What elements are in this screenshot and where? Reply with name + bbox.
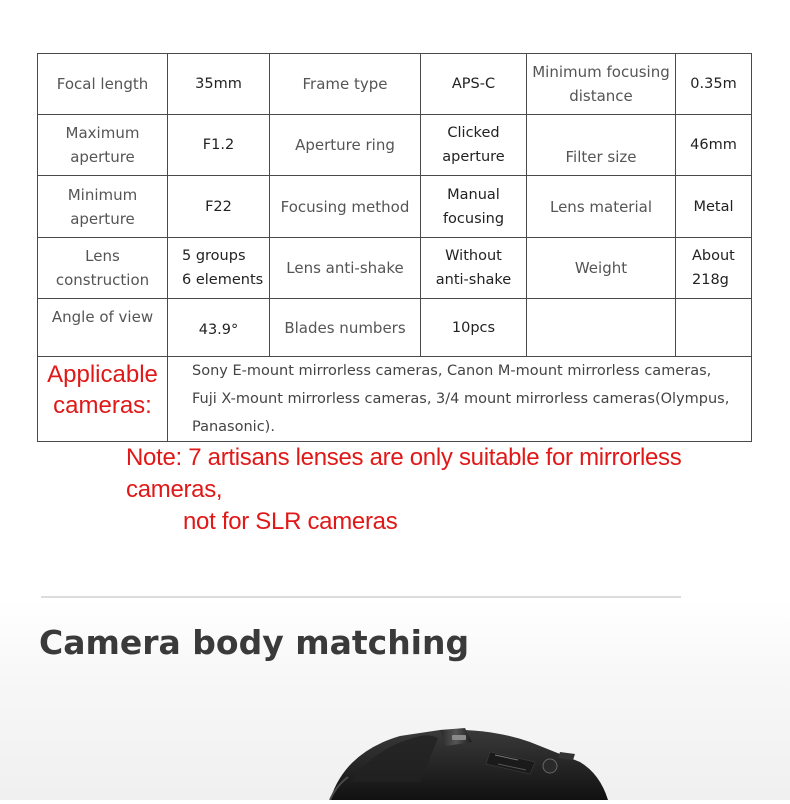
- spec-label: Weight: [527, 238, 676, 299]
- compatibility-note: [126, 442, 766, 538]
- applicable-row: [38, 357, 752, 442]
- spec-label: Focal length: [38, 54, 168, 115]
- spec-row: [38, 238, 752, 299]
- spec-value: 0.35m: [676, 54, 752, 115]
- spec-label: Lens construction: [38, 238, 168, 299]
- spec-value: 5 groups 6 elements: [168, 238, 270, 299]
- spec-label: [527, 299, 676, 357]
- spec-label: Lens material: [527, 176, 676, 238]
- spec-label: Frame type: [270, 54, 421, 115]
- spec-row: [38, 299, 752, 357]
- spec-value: 35mm: [168, 54, 270, 115]
- section-title: Camera body matching: [39, 623, 470, 662]
- section-divider: [41, 596, 681, 598]
- spec-value: APS-C: [421, 54, 527, 115]
- spec-value: Manual focusing: [421, 176, 527, 238]
- spec-value: 10pcs: [421, 299, 527, 357]
- spec-value: Metal: [676, 176, 752, 238]
- spec-label: Minimum focusing distance: [527, 54, 676, 115]
- spec-label: Angle of view: [38, 299, 168, 357]
- spec-label: Filter size: [527, 115, 676, 176]
- spec-value: About 218g: [676, 238, 752, 299]
- spec-label: Maximum aperture: [38, 115, 168, 176]
- spec-value: [676, 299, 752, 357]
- spec-value: Clicked aperture: [421, 115, 527, 176]
- spec-row: [38, 54, 752, 115]
- spec-label: Blades numbers: [270, 299, 421, 357]
- spec-label: Lens anti-shake: [270, 238, 421, 299]
- note-line-2: not for SLR cameras: [183, 508, 398, 535]
- spec-row: [38, 176, 752, 238]
- spec-value: F1.2: [168, 115, 270, 176]
- spec-label: Minimum aperture: [38, 176, 168, 238]
- spec-label: Focusing method: [270, 176, 421, 238]
- spec-table: [37, 53, 752, 442]
- spec-value: 46mm: [676, 115, 752, 176]
- spec-value: 43.9°: [168, 299, 270, 357]
- spec-value: Without anti-shake: [421, 238, 527, 299]
- spec-label: Aperture ring: [270, 115, 421, 176]
- note-line-1: Note: 7 artisans lenses are only suitable for mirrorless cameras,: [126, 444, 682, 503]
- camera-body-image: [290, 722, 620, 800]
- applicable-cameras-text: Sony E-mount mirrorless cameras, Canon M-mount mirrorless cameras, Fuji X-mount mirrorless cameras, 3/4 mount mirrorless cameras(Olympus, Panasonic).: [168, 357, 752, 442]
- applicable-label: Applicable cameras:: [38, 357, 168, 442]
- spec-value: F22: [168, 176, 270, 238]
- spec-row: [38, 115, 752, 176]
